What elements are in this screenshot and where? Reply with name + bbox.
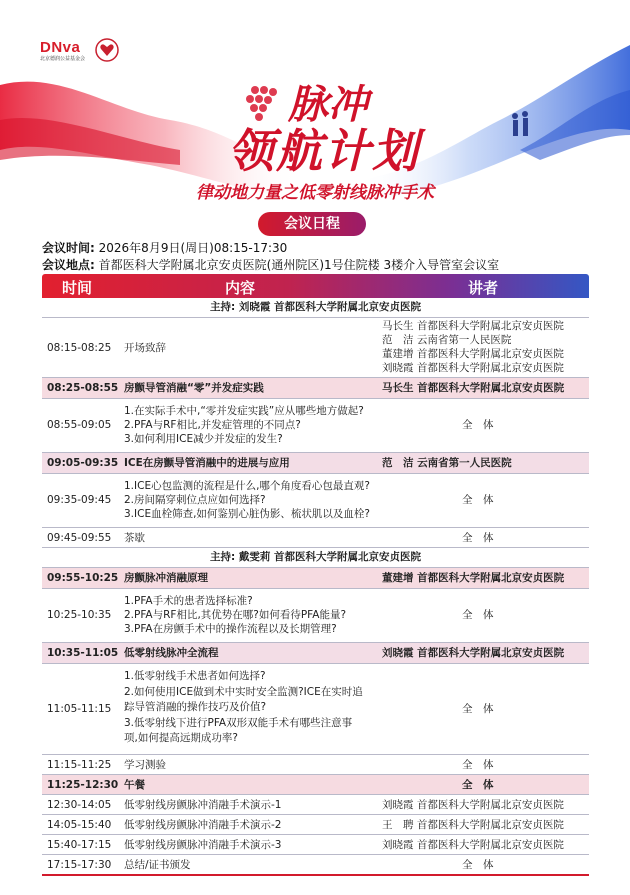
row-time: 11:05-11:15	[47, 703, 112, 715]
row-content: 低零射线房颤脉冲消融手术演示-1	[124, 799, 282, 811]
table-row	[42, 795, 589, 815]
row-time: 15:40-17:15	[47, 839, 112, 851]
foundation-logo-text: DNva	[40, 38, 81, 56]
row-questions	[124, 404, 364, 446]
table-row	[42, 568, 589, 589]
row-speaker: 全 体	[462, 419, 494, 431]
row-content: 午餐	[124, 779, 145, 791]
col-content-header: 内容	[225, 279, 256, 297]
table-row	[42, 399, 589, 453]
row-questions	[124, 479, 370, 521]
row-speaker: 全 体	[462, 859, 494, 871]
row-speaker: 刘晓霞 首都医科大学附属北京安贞医院	[382, 799, 564, 811]
row-content: 房颤导管消融“零”并发症实践	[124, 382, 264, 394]
table-row	[42, 755, 589, 775]
row-content: 房颤脉冲消融原理	[124, 572, 208, 584]
row-speaker: 刘晓霞 首都医科大学附属北京安贞医院	[382, 839, 564, 851]
row-content: 开场致辞	[124, 342, 166, 354]
question-line: 项,如何提高远期成功率?	[124, 732, 238, 744]
question-line: 1.ICE心包监测的流程是什么,哪个角度看心包最直观?	[124, 480, 370, 492]
row-time: 10:35-11:05	[47, 647, 119, 659]
row-content: 总结/证书颁发	[124, 859, 191, 871]
question-line: 踪导管消融的操作技巧及价值?	[124, 701, 267, 713]
question-line: 3.PFA在房颤手术中的操作流程以及长期管理?	[124, 623, 337, 635]
row-time: 10:25-10:35	[47, 609, 112, 621]
row-content: 茶歇	[124, 532, 145, 544]
table-row	[42, 815, 589, 835]
question-line: 1.低零射线手术患者如何选择?	[124, 670, 266, 682]
row-speaker: 全 体	[462, 532, 494, 544]
row-time: 09:55-10:25	[47, 572, 119, 584]
table-row	[42, 453, 589, 474]
chair-row	[42, 298, 589, 318]
title-line-2: 领航计划	[228, 124, 420, 178]
row-time: 09:05-09:35	[47, 457, 119, 469]
row-content: 低零射线房颤脉冲消融手术演示-2	[124, 819, 282, 831]
row-speaker: 王 聘 首都医科大学附属北京安贞医院	[382, 819, 564, 831]
table-row	[42, 643, 589, 664]
foundation-logo	[40, 39, 85, 62]
row-time: 17:15-17:30	[47, 859, 112, 871]
row-speaker: 刘晓霞 首都医科大学附属北京安贞医院	[382, 647, 565, 659]
table-row	[42, 835, 589, 855]
table-row	[42, 378, 589, 399]
speaker-line: 范 洁 云南省第一人民医院	[382, 334, 512, 346]
row-time: 08:25-08:55	[47, 382, 119, 394]
title-line-1: 脉冲	[288, 81, 368, 128]
row-speaker: 董建增 首都医科大学附属北京安贞医院	[382, 572, 565, 584]
row-speaker: 马长生 首都医科大学附属北京安贞医院	[382, 382, 565, 394]
row-speakers	[382, 319, 564, 375]
chair-row	[42, 548, 589, 568]
schedule-table	[42, 274, 589, 876]
row-speaker: 全 体	[462, 703, 494, 715]
table-row	[42, 855, 589, 876]
row-speaker: 全 体	[462, 759, 494, 771]
question-line: 2.如何使用ICE做到术中实时安全监测?ICE在实时追	[124, 685, 363, 698]
chair-text: 主持: 刘晓霞 首都医科大学附属北京安贞医院	[209, 301, 421, 313]
speaker-line: 马长生 首都医科大学附属北京安贞医院	[382, 320, 564, 332]
meeting-info	[42, 240, 499, 274]
col-time-header: 时间	[62, 279, 93, 297]
row-time: 14:05-15:40	[47, 819, 112, 831]
heart-emblem-icon	[95, 38, 119, 62]
question-line: 2.PFA与RF相比,其优势在哪?如何看待PFA能量?	[124, 609, 347, 621]
question-line: 3.如何利用ICE减少并发症的发生?	[124, 433, 283, 445]
table-header	[42, 274, 589, 298]
row-time: 08:15-08:25	[47, 342, 112, 354]
place-value: 首都医科大学附属北京安贞医院(通州院区)1号住院楼 3楼介入导管室会议室	[98, 258, 500, 272]
question-line: 2.PFA与RF相比,并发症管理的不同点?	[124, 419, 301, 431]
row-content: ICE在房颤导管消融中的进展与应用	[124, 457, 290, 469]
time-label: 会议时间:	[42, 241, 95, 255]
row-speaker: 全 体	[462, 609, 494, 621]
table-row	[42, 474, 589, 528]
chair-text: 主持: 戴雯莉 首都医科大学附属北京安贞医院	[209, 551, 421, 563]
logo-area	[40, 38, 119, 62]
row-speaker: 全 体	[462, 494, 494, 506]
row-time: 08:55-09:05	[47, 419, 112, 431]
row-content: 学习测验	[124, 759, 166, 771]
speaker-line: 刘晓霞 首都医科大学附属北京安贞医院	[382, 362, 564, 374]
question-line: 1.PFA手术的患者选择标准?	[124, 595, 253, 607]
row-time: 09:45-09:55	[47, 532, 112, 544]
row-questions	[124, 669, 363, 747]
table-row	[42, 528, 589, 548]
row-time: 09:35-09:45	[47, 494, 112, 506]
row-content: 低零射线脉冲全流程	[124, 647, 219, 659]
table-row	[42, 318, 589, 378]
schedule-badge: 会议日程	[258, 212, 366, 236]
hero-banner	[0, 0, 630, 245]
row-speaker: 范 洁 云南省第一人民医院	[382, 457, 512, 469]
event-subtitle: 律动地力量之低零射线脉冲手术	[196, 183, 434, 203]
question-line: 1.在实际手术中,“零并发症实践”应从哪些地方做起?	[124, 405, 364, 417]
row-time: 12:30-14:05	[47, 799, 112, 811]
row-speaker: 全 体	[462, 779, 494, 791]
table-row	[42, 664, 589, 755]
table-row	[42, 589, 589, 643]
table-row	[42, 775, 589, 795]
row-time: 11:15-11:25	[47, 759, 112, 771]
row-time: 11:25-12:30	[47, 779, 119, 791]
col-speaker-header: 讲者	[468, 279, 499, 297]
question-line: 3.ICE血栓筛查,如何鉴别心脏伪影、梳状肌以及血栓?	[124, 508, 370, 520]
question-line: 2.房间隔穿刺位点应如何选择?	[124, 494, 266, 506]
time-value: 2026年8月9日(周日)08:15-17:30	[98, 241, 288, 255]
foundation-logo-subtext: 北京德润公益基金会	[40, 55, 86, 62]
speaker-line: 董建增 首都医科大学附属北京安贞医院	[382, 348, 564, 360]
place-label: 会议地点:	[42, 258, 95, 272]
row-content: 低零射线房颤脉冲消融手术演示-3	[124, 839, 282, 851]
row-questions	[124, 594, 346, 636]
question-line: 3.低零射线下进行PFA双形双能手术有哪些注意事	[124, 716, 353, 729]
